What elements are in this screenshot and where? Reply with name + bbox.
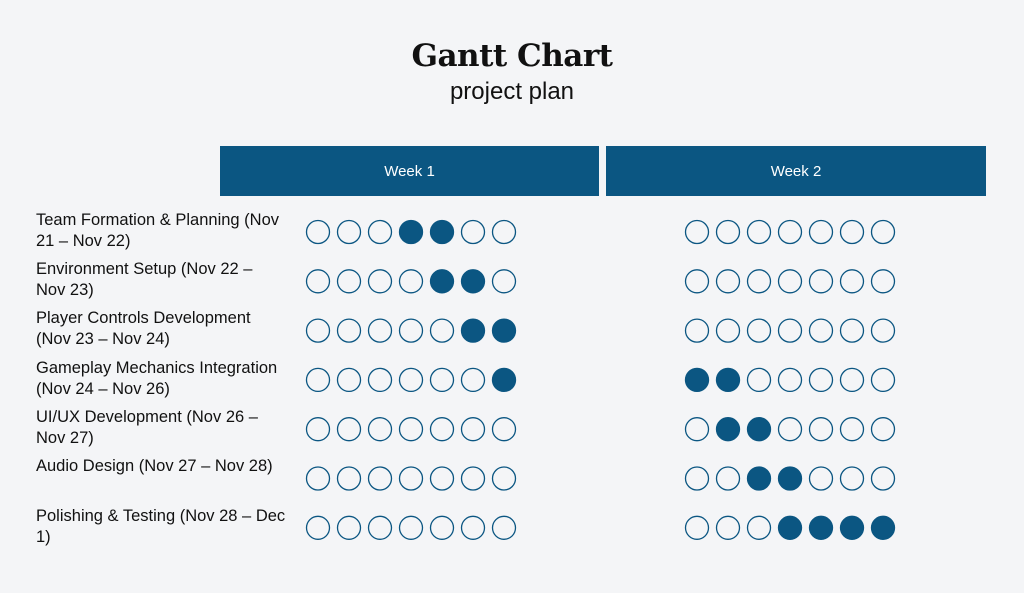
day-marker-filled — [810, 516, 833, 539]
day-marker-filled — [462, 319, 485, 342]
day-marker-empty — [369, 270, 392, 293]
day-marker-empty — [810, 221, 833, 244]
day-marker-filled — [779, 516, 802, 539]
week-header-label: Week 2 — [770, 162, 822, 180]
chart-title: Gantt Chart — [411, 38, 613, 74]
day-marker-empty — [810, 418, 833, 441]
day-marker-empty — [717, 516, 740, 539]
day-marker-empty — [810, 467, 833, 490]
day-marker-empty — [779, 319, 802, 342]
day-marker-empty — [493, 418, 516, 441]
day-marker-empty — [841, 368, 864, 391]
day-marker-filled — [431, 270, 454, 293]
day-marker-empty — [369, 516, 392, 539]
task-label: UI/UX Development (Nov 26 – Nov 27) — [36, 408, 258, 447]
day-marker-filled — [717, 418, 740, 441]
day-marker-empty — [841, 319, 864, 342]
day-marker-filled — [431, 221, 454, 244]
day-marker-empty — [493, 270, 516, 293]
day-marker-empty — [431, 418, 454, 441]
day-marker-empty — [717, 467, 740, 490]
day-marker-empty — [872, 319, 895, 342]
day-marker-empty — [841, 418, 864, 441]
day-marker-filled — [462, 270, 485, 293]
day-marker-empty — [872, 467, 895, 490]
day-marker-filled — [779, 467, 802, 490]
day-marker-empty — [400, 418, 423, 441]
day-marker-filled — [841, 516, 864, 539]
task-label: Team Formation & Planning (Nov 21 – Nov 22) — [36, 211, 280, 250]
day-marker-empty — [307, 221, 330, 244]
day-marker-empty — [717, 221, 740, 244]
day-marker-empty — [462, 368, 485, 391]
day-marker-empty — [810, 319, 833, 342]
day-marker-empty — [307, 418, 330, 441]
day-marker-empty — [400, 516, 423, 539]
day-marker-empty — [400, 467, 423, 490]
day-marker-empty — [493, 221, 516, 244]
day-marker-empty — [493, 516, 516, 539]
day-marker-empty — [462, 221, 485, 244]
day-marker-empty — [369, 467, 392, 490]
day-marker-empty — [686, 319, 709, 342]
day-marker-empty — [307, 368, 330, 391]
day-marker-empty — [431, 467, 454, 490]
day-marker-filled — [493, 319, 516, 342]
day-marker-empty — [307, 270, 330, 293]
day-marker-empty — [338, 221, 361, 244]
day-marker-empty — [779, 418, 802, 441]
day-marker-empty — [810, 270, 833, 293]
day-marker-filled — [717, 368, 740, 391]
day-marker-empty — [748, 368, 771, 391]
day-marker-empty — [810, 368, 833, 391]
task-label: Environment Setup (Nov 22 – Nov 23) — [36, 260, 253, 299]
day-marker-empty — [872, 368, 895, 391]
day-marker-filled — [748, 418, 771, 441]
day-marker-empty — [369, 221, 392, 244]
day-marker-empty — [369, 418, 392, 441]
day-marker-empty — [338, 516, 361, 539]
day-marker-empty — [779, 221, 802, 244]
day-marker-empty — [400, 368, 423, 391]
day-marker-empty — [431, 368, 454, 391]
day-marker-empty — [462, 418, 485, 441]
day-marker-empty — [338, 368, 361, 391]
day-marker-empty — [338, 319, 361, 342]
day-marker-filled — [686, 368, 709, 391]
chart-subtitle: project plan — [449, 78, 575, 105]
day-marker-filled — [493, 368, 516, 391]
day-marker-empty — [748, 516, 771, 539]
task-label: Gameplay Mechanics Integration (Nov 24 – Nov 26) — [36, 359, 278, 398]
day-marker-empty — [462, 467, 485, 490]
day-marker-empty — [338, 270, 361, 293]
task-label: Polishing & Testing (Nov 28 – Dec 1) — [36, 507, 286, 546]
day-marker-empty — [748, 270, 771, 293]
day-marker-empty — [462, 516, 485, 539]
day-marker-empty — [872, 418, 895, 441]
day-marker-empty — [872, 221, 895, 244]
day-marker-empty — [493, 467, 516, 490]
day-marker-empty — [717, 319, 740, 342]
day-marker-empty — [400, 270, 423, 293]
day-marker-empty — [431, 319, 454, 342]
day-marker-empty — [369, 319, 392, 342]
day-marker-empty — [686, 418, 709, 441]
day-marker-empty — [338, 467, 361, 490]
day-marker-empty — [686, 516, 709, 539]
week-header-label: Week 1 — [384, 162, 435, 180]
day-marker-empty — [307, 467, 330, 490]
day-marker-empty — [841, 221, 864, 244]
day-marker-empty — [779, 270, 802, 293]
day-marker-empty — [841, 270, 864, 293]
day-marker-empty — [307, 516, 330, 539]
day-marker-empty — [748, 221, 771, 244]
day-marker-filled — [400, 221, 423, 244]
day-marker-empty — [431, 516, 454, 539]
day-marker-empty — [779, 368, 802, 391]
day-marker-filled — [872, 516, 895, 539]
day-marker-empty — [748, 319, 771, 342]
day-marker-empty — [841, 467, 864, 490]
task-label: Player Controls Development (Nov 23 – Nov 24) — [36, 309, 251, 348]
day-marker-empty — [400, 319, 423, 342]
day-marker-empty — [717, 270, 740, 293]
day-marker-empty — [338, 418, 361, 441]
task-label: Audio Design (Nov 27 – Nov 28) — [36, 457, 273, 475]
day-marker-filled — [748, 467, 771, 490]
day-marker-empty — [686, 270, 709, 293]
day-marker-empty — [307, 319, 330, 342]
day-marker-empty — [872, 270, 895, 293]
day-marker-empty — [686, 467, 709, 490]
day-marker-empty — [369, 368, 392, 391]
day-marker-empty — [686, 221, 709, 244]
